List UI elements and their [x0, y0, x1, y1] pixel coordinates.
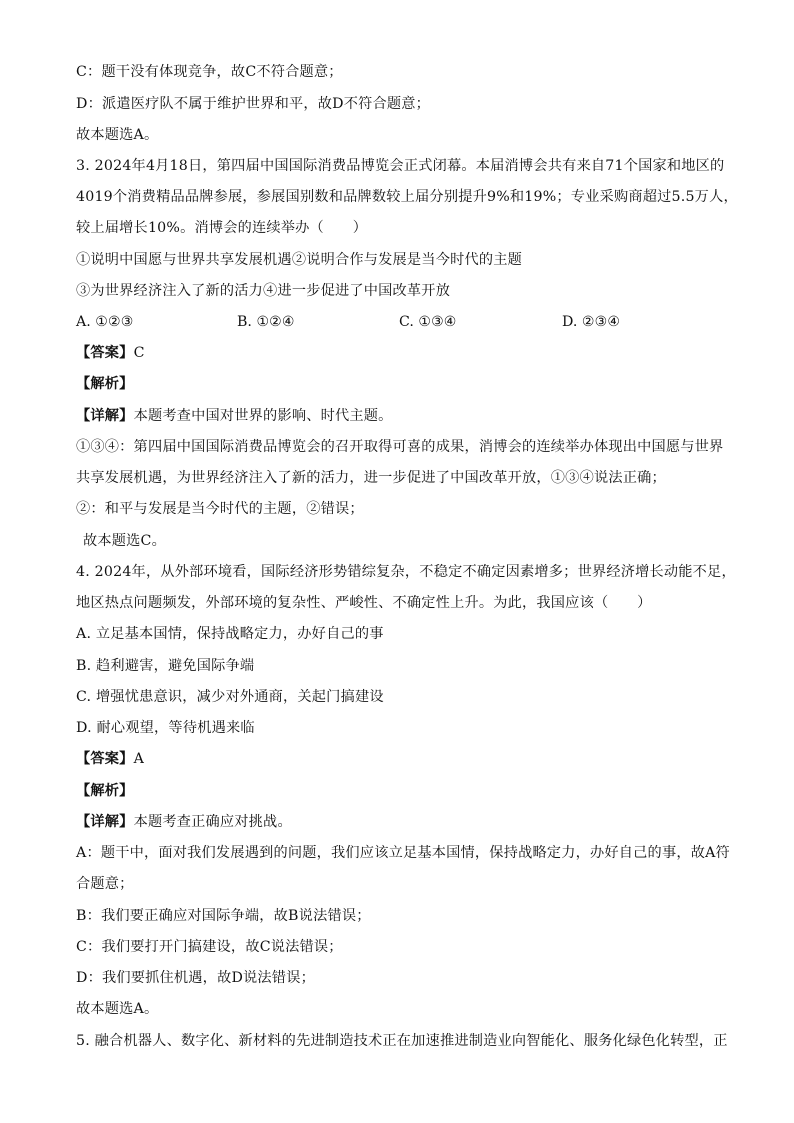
q4-analysis-tag: 【解析】: [76, 783, 134, 799]
q3-stem-line-2: 4019个消费精品品牌参展，参展国别数和品牌数较上届分别提升9%和19%；专业采购商超过5.5万人，: [76, 189, 738, 205]
detail-tag: 【详解】: [76, 408, 134, 424]
q3-stem-line-3: 较上届增长10%。消博会的连续举办（ ）: [76, 220, 368, 236]
q3-option-a: A. ①②③: [76, 314, 134, 330]
q3-answer: C: [133, 345, 145, 361]
q3-detail-line-2: 共享发展机遇，为世界经济注入了新的活力，进一步促进了中国改革开放，①③④说法正确；: [76, 470, 666, 486]
q4-option-a: A. 立足基本国情，保持战略定力，办好自己的事: [76, 626, 384, 642]
q4-detail-line-5: D：我们要抓住机遇，故D说法错误；: [76, 970, 315, 986]
q3-option-b: B. ①②④: [237, 314, 295, 330]
q3-answer-line: [76, 343, 145, 363]
q2-option-c-explanation: C：题干没有体现竞争，故C不符合题意；: [76, 64, 343, 80]
q4-answer-line: [76, 749, 144, 769]
q4-option-b: B. 趋利避害，避免国际争端: [76, 658, 255, 674]
q5-stem-line-1: 5. 融合机器人、数字化、新材料的先进制造技术正在加速推进制造业向智能化、服务化绿色化转型，正: [76, 1033, 728, 1049]
answer-tag: 【答案】: [76, 751, 134, 767]
q4-option-d: D. 耐心观望，等待机遇来临: [76, 720, 255, 736]
q4-detail-line-2: 合题意；: [76, 876, 134, 892]
q3-analysis-tag: 【解析】: [76, 376, 134, 392]
q3-detail-intro-line: [76, 406, 393, 426]
q4-answer: A: [133, 751, 145, 767]
q3-option-c: C. ①③④: [399, 314, 457, 330]
q4-stem-line-2: 地区热点问题频发，外部环境的复杂性、严峻性、不确定性上升。为此，我国应该（ ）: [76, 595, 652, 611]
q2-conclusion: 故本题选A。: [76, 127, 159, 143]
q4-detail-line-4: C：我们要打开门搞建设，故C说法错误；: [76, 939, 343, 955]
q4-option-c: C. 增强忧患意识，减少对外通商，关起门搞建设: [76, 689, 384, 705]
q4-detail-line-3: B：我们要正确应对国际争端，故B说法错误；: [76, 908, 371, 924]
q2-option-d-explanation: D：派遣医疗队不属于维护世界和平，故D不符合题意；: [76, 96, 431, 112]
answer-tag: 【答案】: [76, 345, 134, 361]
q3-statements-line-2: ③为世界经济注入了新的活力④进一步促进了中国改革开放: [76, 283, 451, 299]
q4-stem-line-1: 4. 2024年，从外部环境看，国际经济形势错综复杂，不稳定不确定因素增多；世界经济增长动能不足，: [76, 564, 736, 580]
q4-detail-line-1: A：题干中，面对我们发展遇到的问题，我们应该立足基本国情，保持战略定力，办好自己的事，故A符: [76, 845, 730, 861]
q4-conclusion: 故本题选A。: [76, 1001, 159, 1017]
q3-option-d: D. ②③④: [562, 314, 621, 330]
q4-detail-intro: 本题考查正确应对挑战。: [133, 814, 292, 830]
q3-detail-line-1: ①③④：第四届中国国际消费品博览会的召开取得可喜的成果，消博会的连续举办体现出中国愿与世界: [76, 439, 724, 455]
q4-detail-intro-line: [76, 812, 292, 832]
q3-detail-line-3: ②：和平与发展是当今时代的主题，②错误；: [76, 501, 364, 517]
q3-detail-intro: 本题考查中国对世界的影响、时代主题。: [133, 408, 393, 424]
detail-tag: 【详解】: [76, 814, 134, 830]
q3-stem-line-1: 3. 2024年4月18日，第四届中国国际消费品博览会正式闭幕。本届消博会共有来自71个国家和地区的: [76, 158, 725, 174]
q3-statements-line-1: ①说明中国愿与世界共享发展机遇②说明合作与发展是当今时代的主题: [76, 252, 523, 268]
q3-conclusion: 故本题选C。: [83, 533, 166, 549]
